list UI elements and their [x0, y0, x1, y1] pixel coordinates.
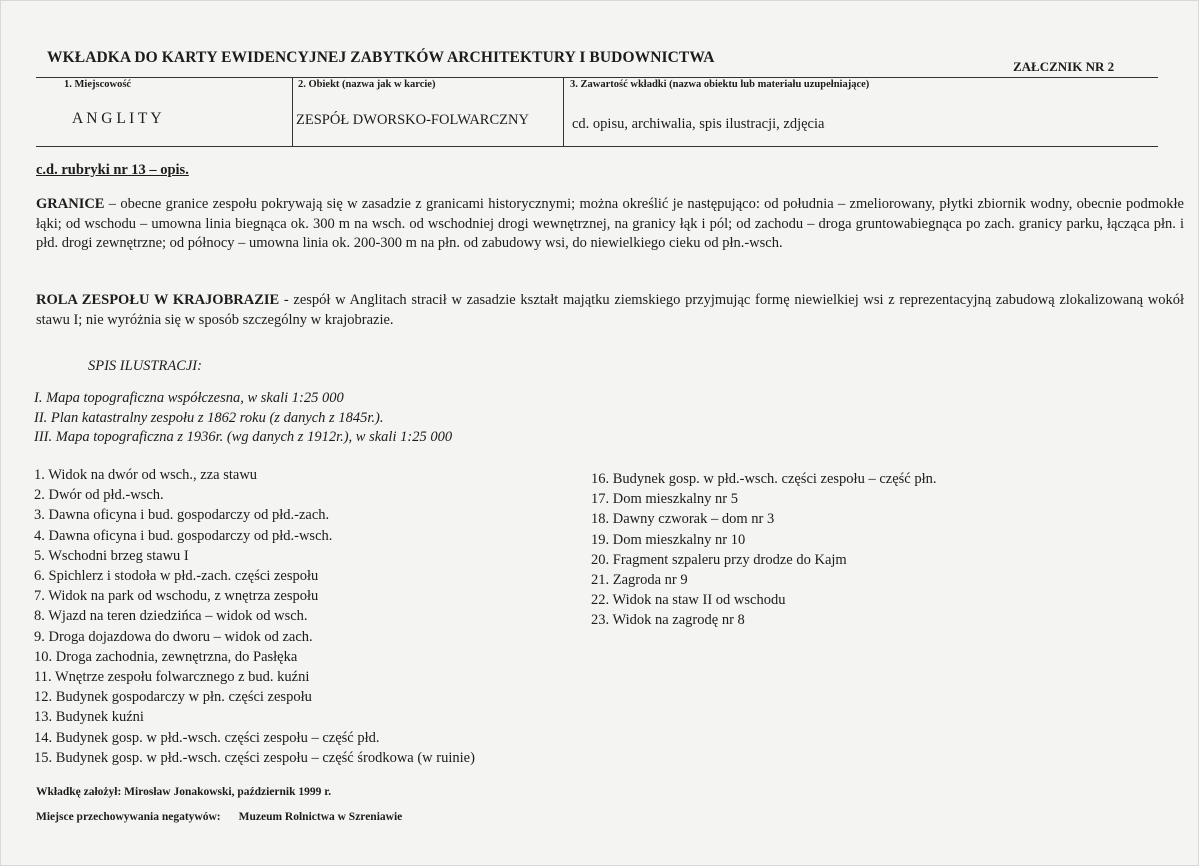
contents-value: cd. opisu, archiwalia, spis ilustracji, zdjęcia [572, 116, 825, 132]
list-item: 20. Fragment szpaleru przy drodze do Kajm [591, 551, 847, 568]
list-item: 22. Widok na staw II od wschodu [591, 592, 786, 609]
map-item: I. Mapa topograficzna współczesna, w skali 1:25 000 [34, 390, 344, 406]
photos-list-left [34, 465, 475, 768]
list-item: 23. Widok na zagrodę nr 8 [591, 612, 745, 629]
illustrations-title: SPIS ILUSTRACJI: [88, 358, 202, 374]
list-item: 12. Budynek gospodarczy w płn. części zespołu [34, 689, 312, 706]
column-label-object: 2. Obiekt (nazwa jak w karcie) [298, 79, 436, 90]
annex-number: ZAŁCZNIK NR 2 [1013, 59, 1115, 74]
list-item: 13. Budynek kuźni [34, 709, 144, 726]
granice-heading: GRANICE [36, 196, 105, 212]
list-item: 9. Droga dojazdowa do dworu – widok od zach. [34, 628, 313, 645]
maps-list [34, 389, 452, 448]
header-rule-top [36, 77, 1158, 78]
list-item: 5. Wschodni brzeg stawu I [34, 547, 189, 564]
map-item: II. Plan katastralny zespołu z 1862 roku (z danych z 1845r.). [34, 409, 384, 426]
list-item: 15. Budynek gosp. w płd.-wsch. części zespołu – część środkowa (w ruinie) [34, 749, 475, 766]
list-item: 10. Droga zachodnia, zewnętrzna, do Pasłęka [34, 648, 298, 665]
header-rule-bottom [36, 146, 1158, 147]
locality-value: A N G L I T Y [72, 110, 162, 127]
list-item: 19. Dom mieszkalny nr 10 [591, 531, 746, 548]
list-item: 8. Wjazd na teren dziedzińca – widok od wsch. [34, 608, 308, 625]
list-item: 21. Zagroda nr 9 [591, 572, 688, 589]
storage-label: Miejsce przechowywania negatywów: [36, 811, 221, 823]
section-title: c.d. rubryki nr 13 – opis. [36, 162, 189, 178]
form-title: WKŁADKA DO KARTY EWIDENCYJNEJ ZABYTKÓW ARCHITEKTURY I BUDOWNICTWA [47, 49, 715, 66]
list-item: 14. Budynek gosp. w płd.-wsch. części zespołu – część płd. [34, 729, 380, 746]
list-item: 11. Wnętrze zespołu folwarcznego z bud. kuźni [34, 669, 310, 686]
list-item: 6. Spichlerz i stodoła w płd.-zach. części zespołu [34, 568, 319, 585]
object-value: ZESPÓŁ DWORSKO-FOLWARCZNY [296, 112, 529, 128]
storage-value: Muzeum Rolnictwa w Szreniawie [238, 811, 403, 823]
author-line: Wkładkę założył: Mirosław Jonakowski, październik 1999 r. [36, 786, 332, 798]
photos-list-right [591, 469, 937, 631]
column-divider-2 [563, 77, 564, 147]
column-label-contents: 3. Zawartość wkładki (nazwa obiektu lub materiału uzupełniające) [570, 79, 870, 90]
list-item: 2. Dwór od płd.-wsch. [34, 487, 164, 504]
granice-text: – obecne granice zespołu pokrywają się w zasadzie z granicami historycznymi; można określić je następująco: od południa – zmeliorowany, płytki zbiornik wodny, obecnie podmokłe łąki; od wschodu – umowna linia biegnąca ok. 300 m na wsch. od wschodniej drogi wewnętrznej, na granicy łąk i pól; od zachodu – droga gruntowabiegnąca po zach. granicy parku, łącząca płn. i płd. drogi zewnętrzne; od północy – umowna linia ok. 200-300 m na płn. od zabudowy wsi, do niewielkiego cieku od płn.-wsch. [36, 196, 1184, 251]
list-item: 17. Dom mieszkalny nr 5 [591, 491, 738, 508]
column-label-locality: 1. Miejscowość [64, 79, 132, 90]
list-item: 18. Dawny czworak – dom nr 3 [591, 511, 775, 528]
storage-line [36, 811, 402, 823]
list-item: 16. Budynek gosp. w płd.-wsch. części zespołu – część płn. [591, 471, 937, 487]
rola-paragraph [36, 291, 1184, 330]
map-item: III. Mapa topograficzna z 1936r. (wg danych z 1912r.), w skali 1:25 000 [34, 429, 453, 445]
rola-text: - zespół w Anglitach stracił w zasadzie kształt majątku ziemskiego przyjmując formę niewielkiej wsi z reprezentacyjną zabudową zlokalizowaną wokół stawu I; nie wyróżnia się w sposób szczególny w krajobrazie. [36, 292, 1184, 328]
list-item: 4. Dawna oficyna i bud. gospodarczy od płd.-wsch. [34, 527, 333, 544]
list-item: 3. Dawna oficyna i bud. gospodarczy od płd.-zach. [34, 507, 330, 524]
column-divider-1 [292, 77, 293, 147]
rola-heading: ROLA ZESPOŁU W KRAJOBRAZIE [36, 292, 280, 308]
granice-paragraph [36, 195, 1184, 254]
list-item: 7. Widok na park od wschodu, z wnętrza zespołu [34, 588, 319, 605]
list-item: 1. Widok na dwór od wsch., zza stawu [34, 467, 258, 483]
